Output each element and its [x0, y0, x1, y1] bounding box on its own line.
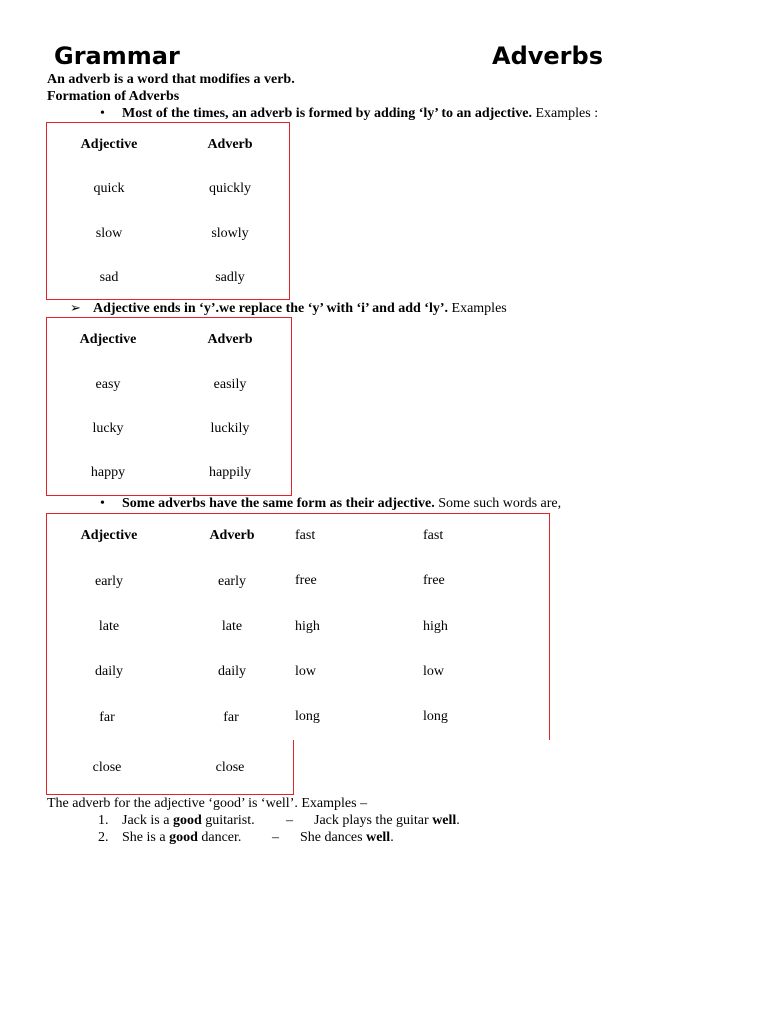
- table-cell: slow: [95, 226, 123, 241]
- rule1-normal: Examples :: [532, 106, 599, 121]
- section-heading: Formation of Adverbs: [47, 89, 180, 104]
- table-cell: late: [98, 619, 120, 634]
- bold-word: well: [432, 813, 457, 828]
- table-box: [46, 122, 290, 300]
- column-header: Adjective: [79, 332, 137, 347]
- table-cell: free: [295, 573, 317, 588]
- bullet-icon: •: [100, 496, 105, 511]
- text: .: [456, 813, 460, 828]
- table-box: [46, 317, 292, 496]
- table-cell: fast: [295, 528, 316, 543]
- table-cell: early: [218, 574, 246, 589]
- table-cell: fast: [423, 528, 444, 543]
- table-border-right: [549, 513, 550, 740]
- column-header: Adverb: [209, 528, 255, 543]
- table-border-left: [46, 513, 47, 795]
- good-well-intro: The adverb for the adjective ‘good’ is ‘well’. Examples –: [47, 796, 368, 811]
- table-cell: easily: [213, 377, 247, 392]
- text: .: [390, 830, 394, 845]
- table-cell: long: [423, 709, 448, 724]
- text: Jack plays the guitar: [314, 813, 433, 828]
- table-cell: happy: [90, 465, 126, 480]
- table-cell: quickly: [209, 181, 251, 196]
- text: She is a: [122, 830, 170, 845]
- table-cell: early: [95, 574, 123, 589]
- list-number: 1.: [98, 813, 109, 828]
- definition-text: An adverb is a word that modifies a verb.: [47, 72, 295, 87]
- rule3-text: [122, 496, 561, 512]
- table-cell: high: [295, 619, 320, 634]
- bold-word: well: [366, 830, 391, 845]
- table-cell: slowly: [211, 226, 249, 241]
- column-header: Adverb: [207, 332, 253, 347]
- dash: –: [272, 830, 279, 845]
- rule1-bold: Most of the times, an adverb is formed by adding ‘ly’ to an adjective.: [122, 106, 532, 121]
- table-cell: late: [221, 619, 243, 634]
- table-cell: far: [99, 710, 115, 725]
- table-border-inner: [293, 740, 294, 795]
- text: Jack is a: [122, 813, 173, 828]
- rule2-bold: Adjective ends in ‘y’.we replace the ‘y’ with ‘i’ and add ‘ly’.: [93, 301, 449, 316]
- column-header: Adverb: [207, 137, 253, 152]
- arrow-bullet-icon: ➢: [70, 301, 81, 316]
- example-sentence: [300, 830, 394, 846]
- table-cell: sadly: [215, 270, 245, 285]
- table-cell: happily: [209, 465, 251, 480]
- text: She dances: [300, 830, 367, 845]
- table-border-bottom: [46, 794, 294, 795]
- rule2-text: [93, 301, 507, 317]
- column-header: Adjective: [80, 137, 138, 152]
- table-cell: low: [295, 664, 316, 679]
- table-cell: sad: [99, 270, 119, 285]
- example-sentence: [122, 830, 241, 846]
- rule2-normal: Examples: [448, 301, 507, 316]
- bold-word: good: [169, 830, 198, 845]
- page-title-right: Adverbs: [492, 42, 603, 70]
- table-cell: low: [423, 664, 444, 679]
- dash: –: [286, 813, 293, 828]
- bullet-icon: •: [100, 106, 105, 121]
- list-number: 2.: [98, 830, 109, 845]
- table-cell: quick: [93, 181, 125, 196]
- table-cell: close: [215, 760, 245, 775]
- table-cell: luckily: [210, 421, 250, 436]
- text: dancer.: [197, 830, 242, 845]
- table-cell: daily: [218, 664, 246, 679]
- table-cell: far: [223, 710, 239, 725]
- table-cell: daily: [95, 664, 123, 679]
- rule3-normal: Some such words are,: [434, 496, 562, 511]
- table-cell: close: [92, 760, 122, 775]
- table-cell: free: [423, 573, 445, 588]
- table-cell: lucky: [92, 421, 124, 436]
- page-title-left: Grammar: [54, 42, 180, 70]
- table-cell: easy: [95, 377, 121, 392]
- column-header: Adjective: [80, 528, 138, 543]
- rule1-text: [122, 106, 598, 122]
- table-cell: long: [295, 709, 320, 724]
- example-sentence: [122, 813, 255, 829]
- table-cell: high: [423, 619, 448, 634]
- bold-word: good: [172, 813, 202, 828]
- table-border-top: [46, 513, 550, 514]
- example-sentence: [314, 813, 460, 829]
- text: guitarist.: [201, 813, 255, 828]
- rule3-bold: Some adverbs have the same form as their adjective.: [122, 496, 435, 511]
